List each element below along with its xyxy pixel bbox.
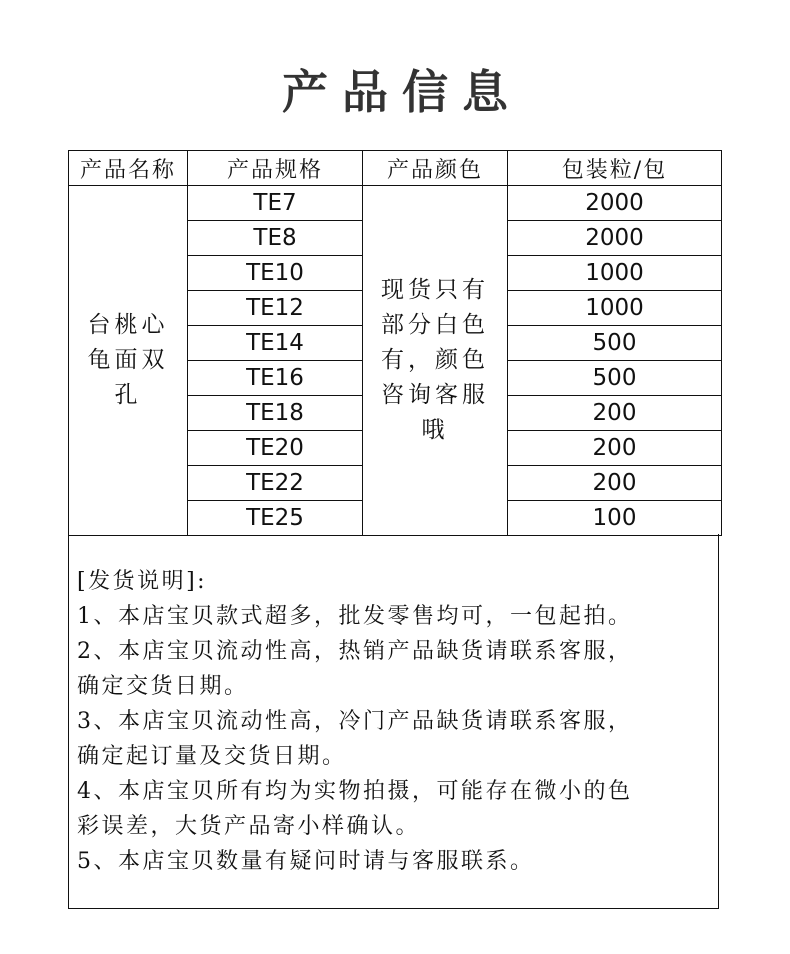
product-spec-table (68, 150, 722, 536)
header-product-color: 产品颜色 (363, 151, 508, 186)
page-title: 产品信息 (282, 65, 522, 119)
header-product-name: 产品名称 (69, 151, 188, 186)
spec-cell: TE8 (188, 221, 363, 256)
qty-cell: 2000 (508, 186, 722, 221)
notes-line: 彩误差，大货产品寄小样确认。 (77, 814, 421, 839)
spec-cell: TE20 (188, 431, 363, 466)
qty-cell: 1000 (508, 291, 722, 326)
notes-line: 4、本店宝贝所有均为实物拍摄，可能存在微小的色 (77, 779, 633, 804)
table-row (69, 186, 722, 221)
spec-cell: TE22 (188, 466, 363, 501)
notes-line: 3、本店宝贝流动性高，冷门产品缺货请联系客服， (77, 709, 633, 734)
notes-line: 5、本店宝贝数量有疑问时请与客服联系。 (77, 849, 535, 874)
qty-cell: 500 (508, 361, 722, 396)
product-color-cell (363, 186, 508, 536)
color-note: 现货只有部分白色有，颜色咨询客服哦 (381, 277, 489, 443)
spec-cell: TE16 (188, 361, 363, 396)
spec-cell: TE10 (188, 256, 363, 291)
notes-line: 确定交货日期。 (77, 674, 249, 699)
header-product-spec: 产品规格 (188, 151, 363, 186)
qty-cell: 500 (508, 326, 722, 361)
spec-cell: TE7 (188, 186, 363, 221)
qty-cell: 200 (508, 396, 722, 431)
qty-cell: 100 (508, 501, 722, 536)
spec-cell: TE14 (188, 326, 363, 361)
shipping-notes (68, 534, 719, 909)
notes-line: 2、本店宝贝流动性高，热销产品缺货请联系客服， (77, 639, 633, 664)
product-name-cell (69, 186, 188, 536)
notes-heading: [发货说明]: (77, 569, 208, 594)
qty-cell: 2000 (508, 221, 722, 256)
header-pack-qty: 包装粒/包 (508, 151, 722, 186)
product-name: 台桃心龟面双孔 (87, 312, 169, 408)
qty-cell: 200 (508, 431, 722, 466)
spec-cell: TE12 (188, 291, 363, 326)
spec-cell: TE25 (188, 501, 363, 536)
qty-cell: 200 (508, 466, 722, 501)
notes-line: 1、本店宝贝款式超多，批发零售均可，一包起拍。 (77, 604, 633, 629)
table-header-row (69, 151, 722, 186)
qty-cell: 1000 (508, 256, 722, 291)
notes-line: 确定起订量及交货日期。 (77, 744, 347, 769)
spec-cell: TE18 (188, 396, 363, 431)
